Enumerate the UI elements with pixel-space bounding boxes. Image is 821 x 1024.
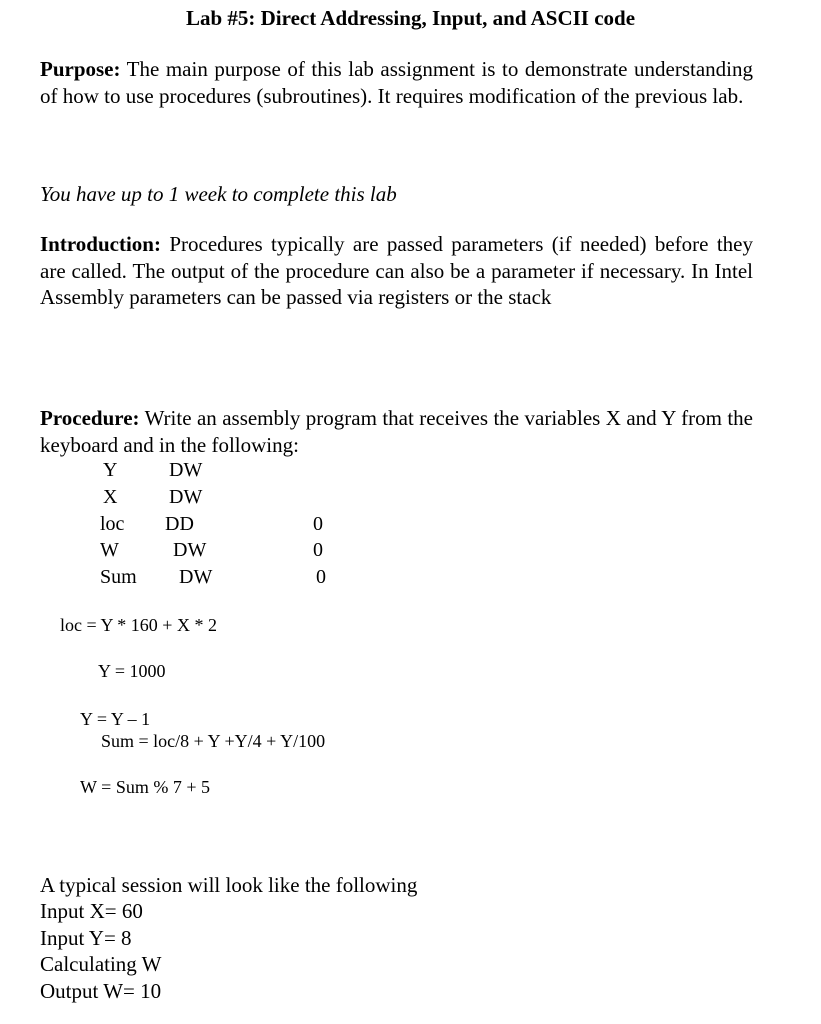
session-line: Output W= 10 xyxy=(40,978,162,1003)
purpose-label: Purpose: xyxy=(40,57,121,81)
introduction-paragraph xyxy=(40,231,753,311)
deadline-note: You have up to 1 week to complete this lab xyxy=(40,182,397,206)
procedure-label: Procedure: xyxy=(40,406,140,430)
session-line: Input X= 60 xyxy=(40,899,143,924)
var-type-sum: DW xyxy=(179,566,213,588)
equation-y-set: Y = 1000 xyxy=(98,661,166,681)
var-name-w: W xyxy=(100,539,119,561)
var-type-x: DW xyxy=(169,486,203,508)
equation-sum: Sum = loc/8 + Y +Y/4 + Y/100 xyxy=(101,731,326,751)
var-type-loc: DD xyxy=(165,513,194,535)
var-name-y: Y xyxy=(103,459,118,481)
procedure-paragraph xyxy=(40,405,753,458)
equation-loc: loc = Y * 160 + X * 2 xyxy=(60,615,217,635)
sample-session xyxy=(40,872,417,1004)
session-intro: A typical session will look like the following xyxy=(40,873,418,897)
var-name-loc: loc xyxy=(100,513,125,535)
introduction-label: Introduction: xyxy=(40,232,161,256)
var-init-loc: 0 xyxy=(313,513,323,535)
procedure-text: Write an assembly program that receives the variables X and Y from the keyboard and in the following: xyxy=(40,406,753,457)
purpose-text: The main purpose of this lab assignment is to demonstrate understanding of how to use procedures (subroutines). It requires modification of the previous lab. xyxy=(40,57,753,108)
equation-y-decrement: Y = Y – 1 xyxy=(80,709,151,729)
var-name-sum: Sum xyxy=(100,566,137,588)
var-type-w: DW xyxy=(173,539,207,561)
var-name-x: X xyxy=(103,486,118,508)
var-init-sum: 0 xyxy=(316,566,326,588)
var-init-w: 0 xyxy=(313,539,323,561)
session-line: Calculating W xyxy=(40,952,162,977)
introduction-text: Procedures typically are passed parameters (if needed) before they are called. The output of the procedure can also be a parameter if necessary. In Intel Assembly parameters can be passed via registers or the stack xyxy=(40,232,753,309)
document-title: Lab #5: Direct Addressing, Input, and ASCII code xyxy=(185,6,636,30)
var-type-y: DW xyxy=(169,459,203,481)
session-line: Input Y= 8 xyxy=(40,925,132,950)
equation-w: W = Sum % 7 + 5 xyxy=(80,777,210,797)
purpose-paragraph xyxy=(40,56,753,109)
